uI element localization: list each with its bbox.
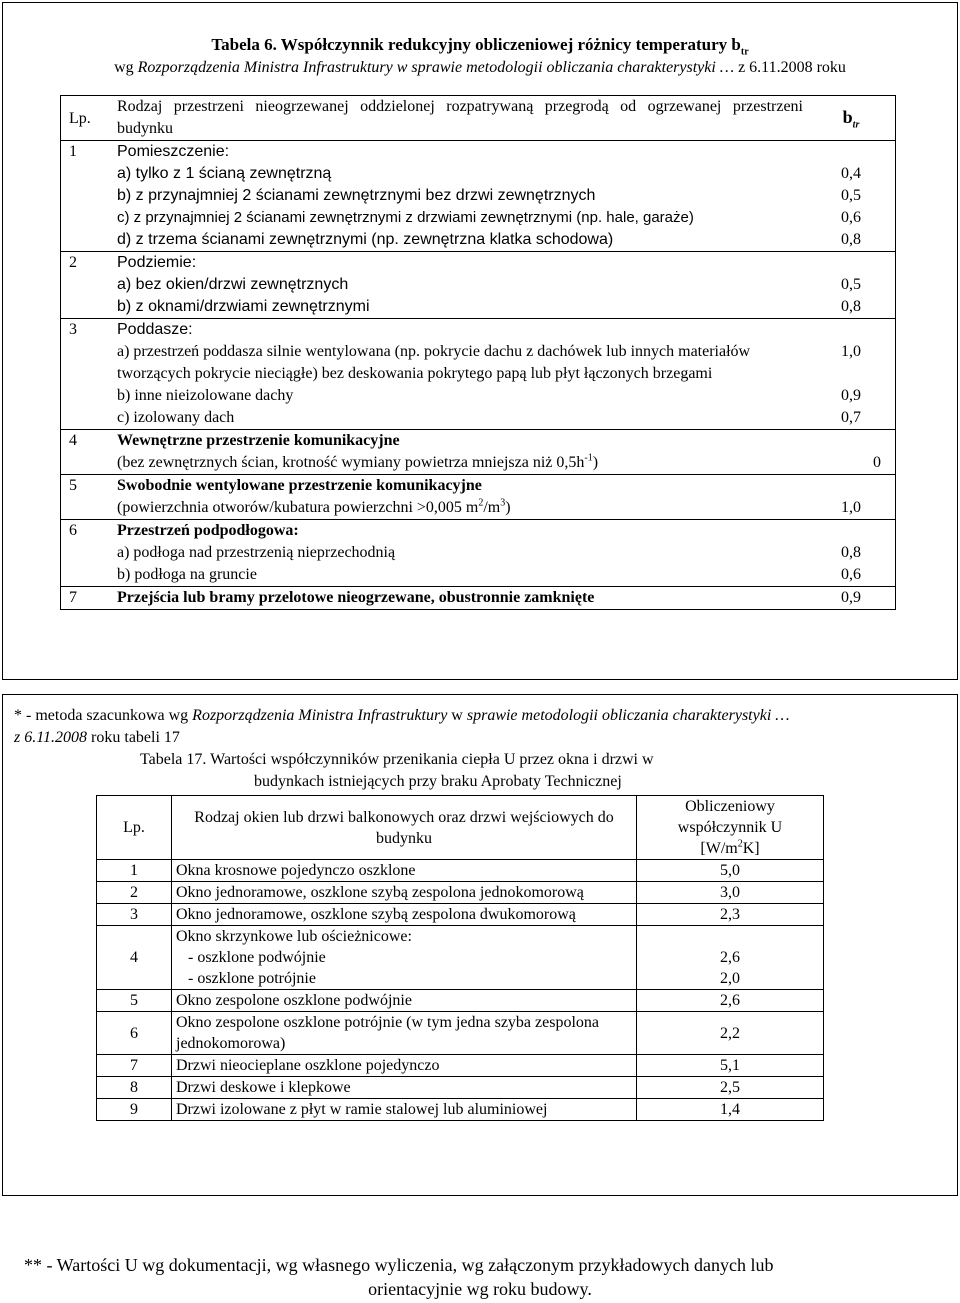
table6-item: a) podłoga nad przestrzenią nieprzechodnią 0,8 xyxy=(117,544,861,561)
table17-row: 8 Drzwi deskowe i klepkowe 2,5 xyxy=(97,1077,824,1099)
table6-title: Tabela 6. Współczynnik redukcyjny obliczeniowej różnicy temperatury b xyxy=(211,35,741,54)
table17-header: Lp. Rodzaj okien lub drzwi balkonowych oraz drzwi wejściowych do budynku Obliczeniowy współczynnik U $[W/m^2K]$ xyxy=(97,796,824,860)
table6-row: 4 Wewnętrzne przestrzenie komunikacyjne xyxy=(61,430,896,453)
table6-caption: Tabela 6. Współczynnik redukcyjny obliczeniowej różnicy temperatury $b_{tr}$ wg Rozporządzenia Ministra Infrastruktury w sprawie metodologii obliczania charakterystyki … z 6.11.2008 roku xyxy=(114,35,846,76)
table6-item: b) podłoga na gruncie 0,6 xyxy=(117,566,861,583)
table6-item: a) tylko z 1 ścianą zewnętrzną 0,4 xyxy=(117,165,861,182)
table6-row: 7 Przejścia lub bramy przelotowe nieogrzewane, obustronnie zamknięte 0,9 xyxy=(61,587,896,610)
table6-row: 3 Poddasze: xyxy=(61,319,896,342)
table6-item: c) z przynajmniej 2 ścianami zewnętrznymi z drzwiami zewnętrznymi (np. hale, garaże) 0,6 xyxy=(117,209,861,226)
table6-item: (powierzchnia otworów/kubatura powierzchni >0,005 $m^2/m^3$) 1,0 xyxy=(117,497,861,516)
table6-item: c) izolowany dach 0,7 xyxy=(117,409,861,426)
table6-header-lp: Lp. xyxy=(69,110,91,127)
table6-item: b) z oknami/drzwiami zewnętrznymi 0,8 xyxy=(117,298,861,315)
table17-row: 9 Drzwi izolowane z płyt w ramie stalowej lub aluminiowej 1,4 xyxy=(97,1099,824,1121)
table17-caption: Tabela 17. Wartości współczynników przenikania ciepła U przez okna i drzwi w budynkach istniejących przy braku Aprobaty Technicznej xyxy=(140,751,654,790)
table6-item: a) bez okien/drzwi zewnętrznych 0,5 xyxy=(117,276,861,293)
table6-item: b) z przynajmniej 2 ścianami zewnętrznymi bez drzwi zewnętrznych 0,5 xyxy=(117,187,861,204)
table6-header-desc: Rodzaj przestrzeni nieogrzewanej oddzielonej rozpatrywaną przegrodą od ogrzewanej przestrzeni budynku xyxy=(117,98,803,137)
table6-item: a) przestrzeń poddasza silnie wentylowana (np. pokrycie dachu z dachówek lub innych materiałów tworzących pokrycie nieciągłe) bez deskowania pokrytego papą lub płyt łączonych brzegami 1,0 xyxy=(117,343,861,382)
table17-row: 4 Okno skrzynkowe lub ościeżnicowe: - oszklone podwójnie - oszklone potrójnie 2,6 2,0 xyxy=(97,926,824,990)
table17-row: 5 Okno zespolone oszklone podwójnie 2,6 xyxy=(97,990,824,1012)
table6 xyxy=(60,95,896,610)
table17 xyxy=(96,795,824,1121)
table6-item: d) z trzema ścianami zewnętrznymi (np. zewnętrzna klatka schodowa) 0,8 xyxy=(117,231,861,248)
table17-row: 1 Okna krosnowe pojedynczo oszklone 5,0 xyxy=(97,860,824,882)
table6-item: b) inne nieizolowane dachy 0,9 xyxy=(117,387,861,404)
table6-header xyxy=(61,96,896,141)
table17-row: 7 Drzwi nieocieplane oszklone pojedynczo 5,1 xyxy=(97,1055,824,1077)
table17-note: * - metoda szacunkowa wg Rozporządzenia Ministra Infrastruktury w sprawie metodologii obliczania charakterystyki … z 6.11.2008 roku tabeli 17 xyxy=(14,707,790,746)
table6-row: 5 Swobodnie wentylowane przestrzenie komunikacyjne xyxy=(61,475,896,498)
table6-row: 2 Podziemie: xyxy=(61,252,896,275)
table17-row: 6 Okno zespolone oszklone potrójnie (w tym jedna szyba zespolona jednokomorowa) 2,2 xyxy=(97,1012,824,1055)
footnote: ** - Wartości U wg dokumentacji, wg własnego wyliczenia, wg załączonym przykładowych danych lub orientacyjnie wg roku budowy. xyxy=(24,1255,774,1299)
table6-row: 1 Pomieszczenie: xyxy=(61,141,896,164)
table6-row: 6 Przestrzeń podpodłogowa: xyxy=(61,520,896,543)
table17-row: 2 Okno jednoramowe, oszklone szybą zespolona jednokomorową 3,0 xyxy=(97,882,824,904)
table6-item: (bez zewnętrznych ścian, krotność wymiany powietrza mniejsza niż $0,5h^{-1}$) 0 xyxy=(117,452,881,471)
table17-row: 3 Okno jednoramowe, oszklone szybą zespolona dwukomorową 2,3 xyxy=(97,904,824,926)
table6-header-value: $b_{tr}$ xyxy=(842,107,860,131)
